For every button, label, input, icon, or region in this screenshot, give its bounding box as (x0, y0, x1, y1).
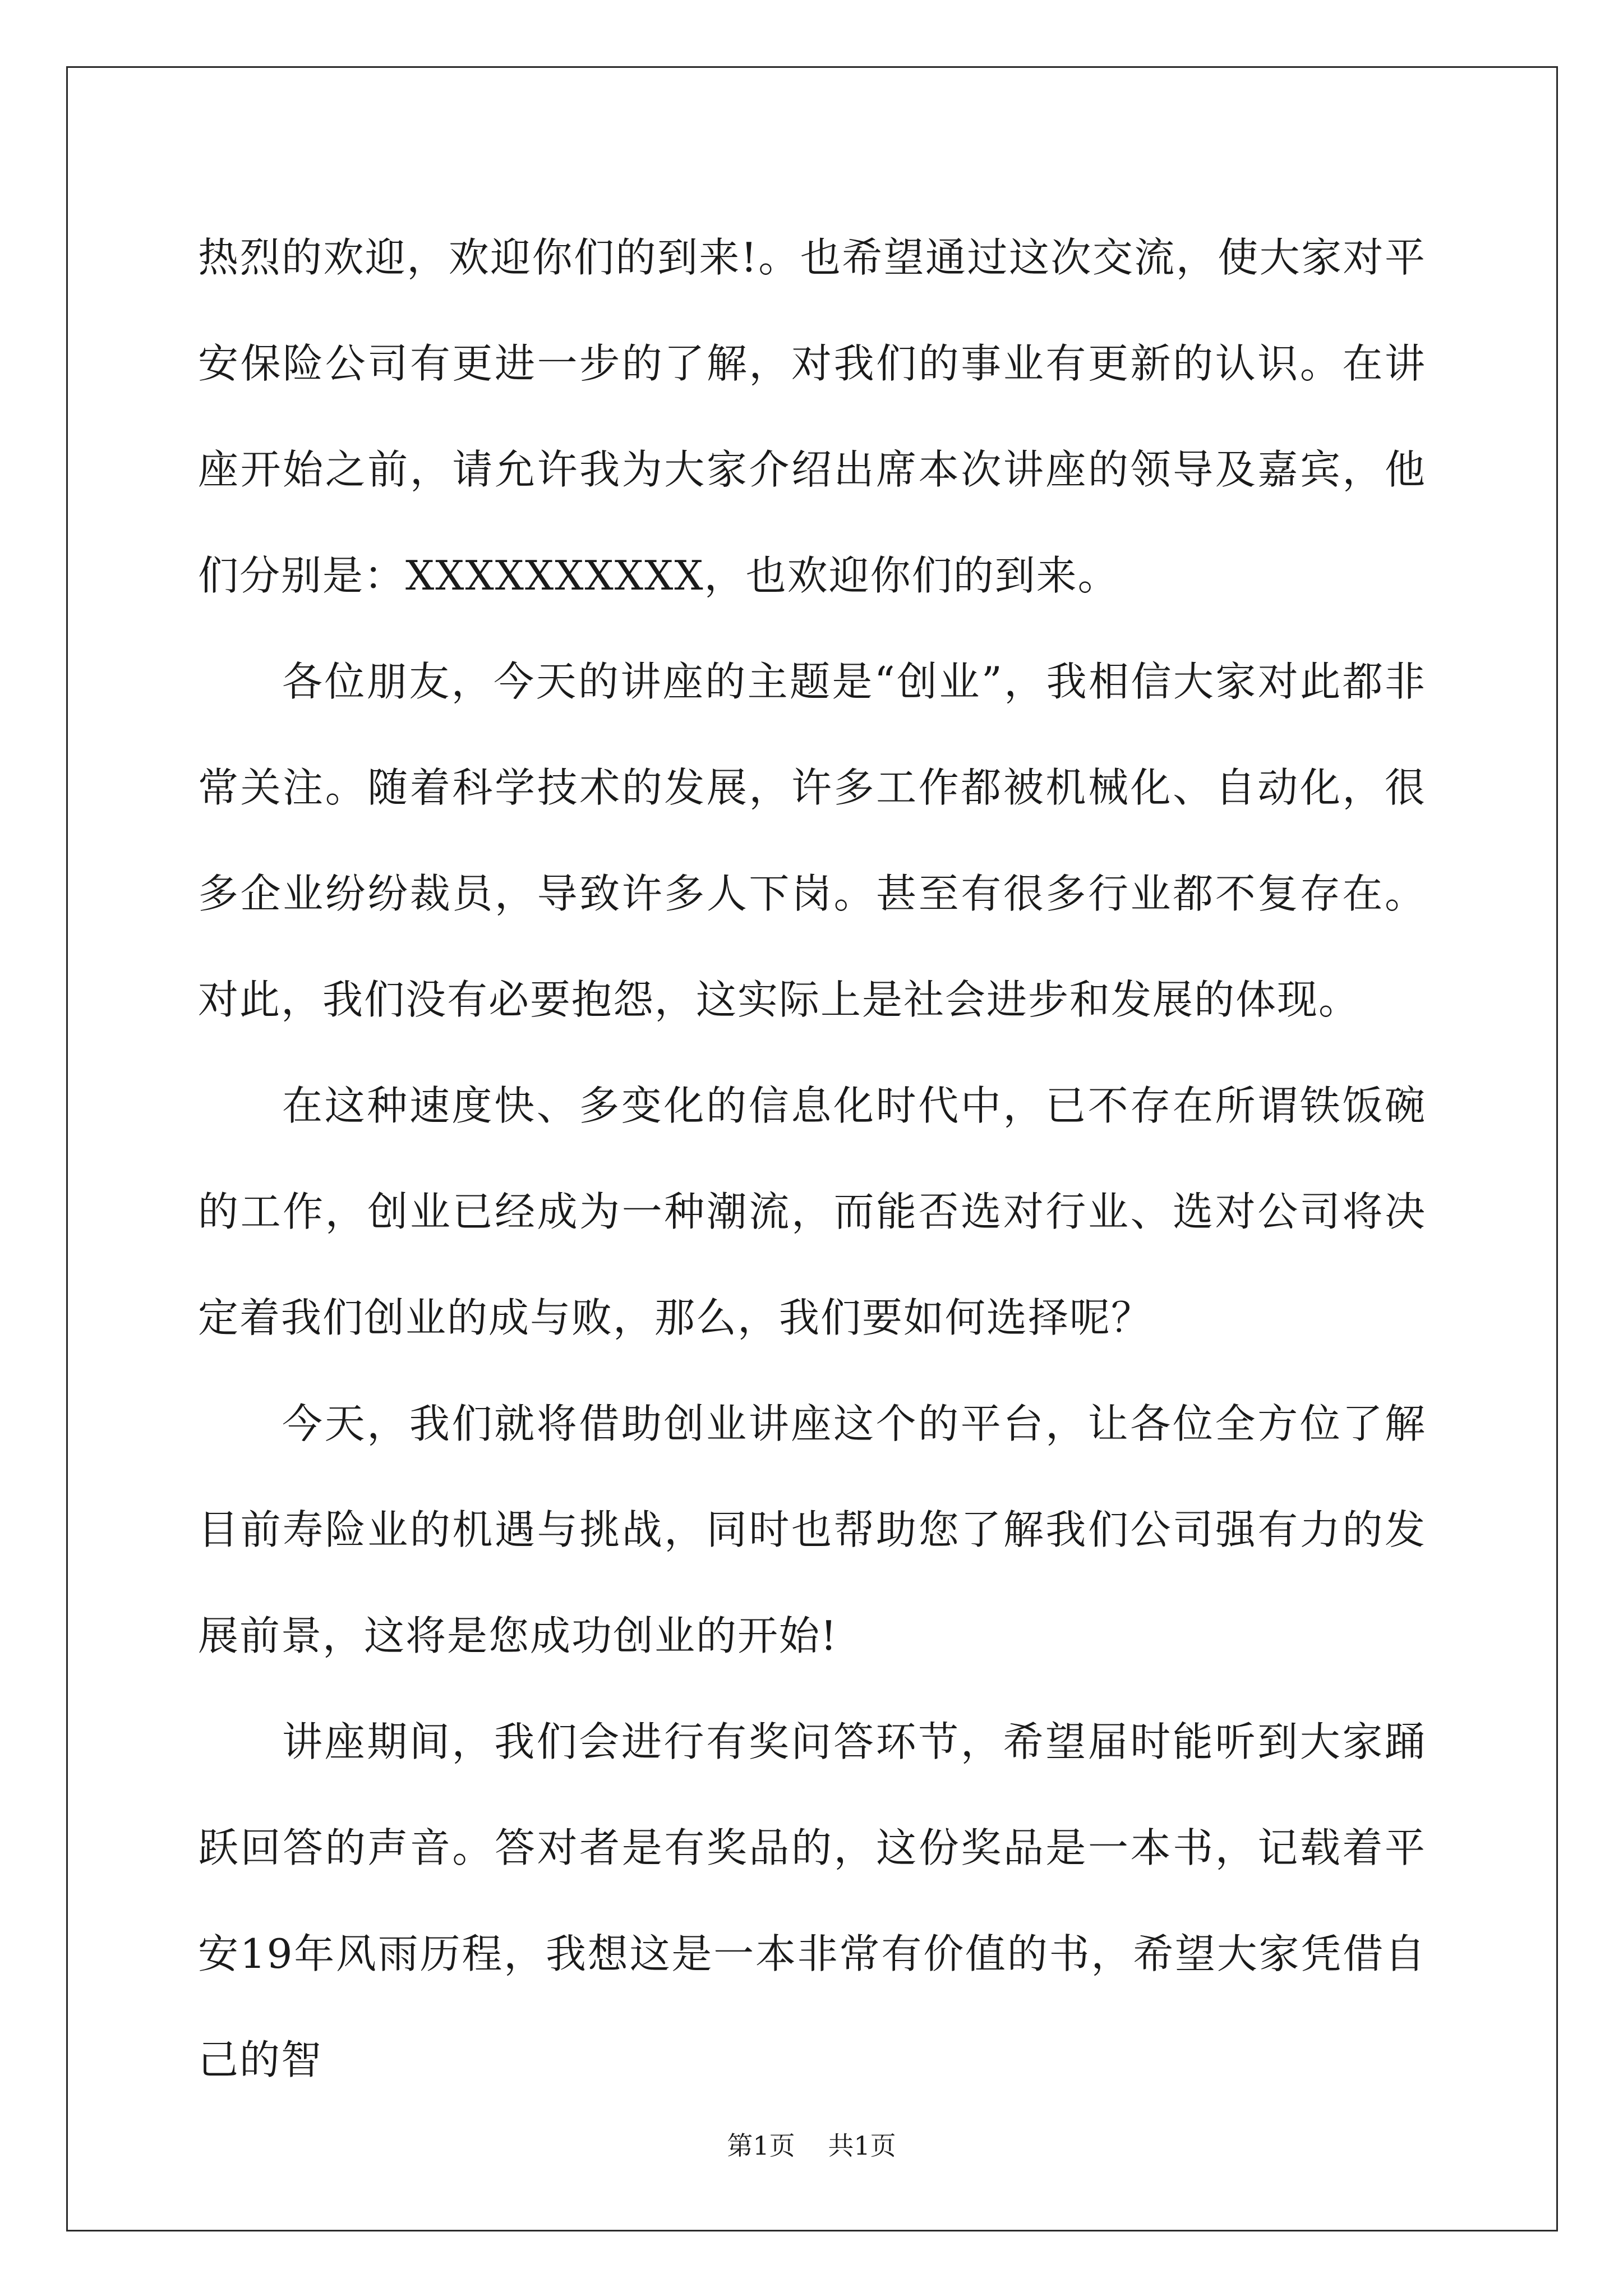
page-footer (0, 2129, 1623, 2162)
paragraph-1: 热烈的欢迎，欢迎你们的到来!。也希望通过这次交流，使大家对平安保险公司有更进一步的了解，对我们的事业有更新的认识。在讲座开始之前，请允许我为大家介绍出席本次讲座的领导及嘉宾，他们分别是：XXXXXXXXXX，也欢迎你们的到来。 (198, 234, 1426, 599)
document-body (198, 205, 1426, 2113)
paragraph-5: 讲座期间，我们会进行有奖问答环节，希望届时能听到大家踊跃回答的声音。答对者是有奖品的，这份奖品是一本书，记载着平安19年风雨历程，我想这是一本非常有价值的书，希望大家凭借自己的智 (198, 1718, 1426, 2083)
page-number: 第1页 (727, 2131, 795, 2161)
paragraph-3: 在这种速度快、多变化的信息化时代中，已不存在所谓铁饭碗的工作，创业已经成为一种潮流，而能否选对行业、选对公司将决定着我们创业的成与败，那么，我们要如何选择呢？ (198, 1082, 1426, 1341)
paragraph-4: 今天，我们就将借助创业讲座这个的平台，让各位全方位了解目前寿险业的机遇与挑战，同时也帮助您了解我们公司强有力的发展前景，这将是您成功创业的开始! (198, 1400, 1426, 1659)
page-total: 共1页 (828, 2131, 896, 2161)
paragraph-2: 各位朋友，今天的讲座的主题是“创业”，我相信大家对此都非常关注。随着科学技术的发展，许多工作都被机械化、自动化，很多企业纷纷裁员，导致许多人下岗。甚至有很多行业都不复存在。对此，我们没有必要抱怨，这实际上是社会进步和发展的体现。 (198, 658, 1426, 1023)
